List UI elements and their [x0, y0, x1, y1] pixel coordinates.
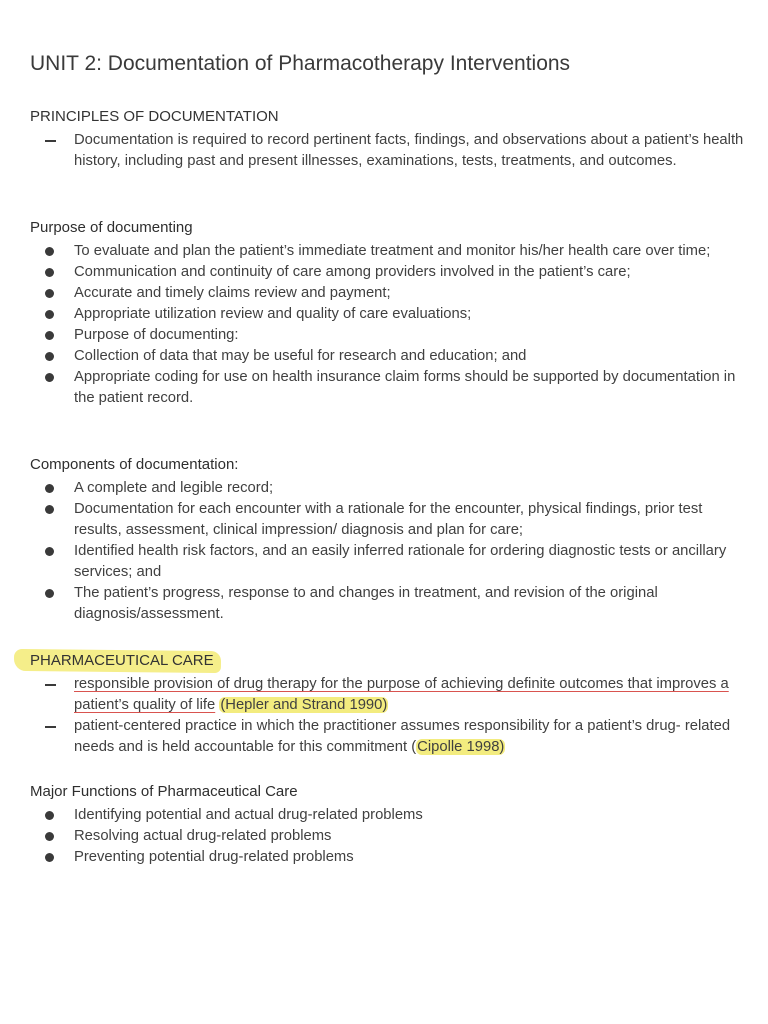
components-section — [30, 454, 745, 625]
bullet-icon — [30, 541, 74, 562]
list-item — [30, 262, 745, 283]
purpose-section — [30, 217, 745, 409]
page-title: UNIT 2: Documentation of Pharmacotherapy Interventions — [30, 52, 571, 75]
bullet-icon — [30, 499, 74, 520]
list-item — [30, 304, 745, 325]
list-item — [30, 805, 745, 826]
bullet-icon — [30, 304, 74, 325]
bullet-icon — [30, 367, 74, 388]
list-item-text: The patient’s progress, response to and changes in treatment, and revision of the original diagnosis/assessment. — [74, 585, 658, 622]
list-item — [30, 346, 745, 367]
list-item — [30, 325, 745, 346]
bullet-icon — [30, 262, 74, 283]
principles-section — [30, 106, 745, 172]
list-item — [30, 674, 745, 716]
bullet-icon — [30, 283, 74, 304]
bullet-icon — [30, 346, 74, 367]
pharm-care-heading: PHARMACEUTICAL CARE — [30, 650, 217, 671]
list-item — [30, 499, 745, 541]
bullet-icon — [30, 847, 74, 868]
list-item — [30, 241, 745, 262]
bullet-icon — [30, 241, 74, 262]
list-item-text: Appropriate coding for use on health insurance claim forms should be supported by documentation in the patient record. — [74, 369, 736, 406]
list-item-text: Communication and continuity of care among providers involved in the patient’s care; — [74, 264, 631, 280]
pharm-care-list — [30, 674, 745, 758]
list-item — [30, 847, 745, 868]
list-item-text: To evaluate and plan the patient’s immediate treatment and monitor his/her health care over time; — [74, 243, 711, 259]
definition-text: patient-centered practice in which the practitioner assumes responsibility for a patient’s drug- related needs and is held accountable for this commitment ( — [74, 718, 731, 755]
functions-heading: Major Functions of Pharmaceutical Care — [30, 783, 298, 800]
list-item-text: Appropriate utilization review and quality of care evaluations; — [74, 306, 472, 322]
list-item-text: Preventing potential drug-related problems — [74, 849, 354, 865]
list-item-text: Documentation is required to record pertinent facts, findings, and observations about a patient’s health history, including past and present illnesses, examinations, tests, treatments, and outcomes. — [74, 132, 744, 169]
principles-heading: PRINCIPLES OF DOCUMENTATION — [30, 108, 279, 125]
list-item — [30, 130, 745, 172]
pharm-care-section — [30, 650, 745, 758]
bullet-icon — [30, 478, 74, 499]
list-item — [30, 826, 745, 847]
list-item-text: Purpose of documenting: — [74, 327, 239, 343]
list-item — [30, 283, 745, 304]
bullet-icon — [30, 805, 74, 826]
list-item-text: Collection of data that may be useful for research and education; and — [74, 348, 527, 364]
components-heading: Components of documentation: — [30, 456, 239, 473]
bullet-icon — [30, 826, 74, 847]
citation-highlight: (Hepler and Strand 1990) — [220, 697, 388, 713]
dash-icon — [30, 716, 74, 737]
list-item-text: Identified health risk factors, and an easily inferred rationale for ordering diagnostic tests or ancillary services; and — [74, 543, 727, 580]
definition-text: responsible provision of drug therapy for the purpose of achieving definite outcomes that improves a patient’s quality of life — [74, 676, 729, 713]
purpose-list — [30, 241, 745, 409]
list-item — [30, 583, 745, 625]
list-item-text: Accurate and timely claims review and payment; — [74, 285, 391, 301]
list-item — [30, 541, 745, 583]
principles-list — [30, 130, 745, 172]
purpose-heading: Purpose of documenting — [30, 219, 193, 236]
dash-icon — [30, 130, 74, 151]
dash-icon — [30, 674, 74, 695]
components-list — [30, 478, 745, 625]
bullet-icon — [30, 583, 74, 604]
list-item-text: Documentation for each encounter with a rationale for the encounter, physical findings, prior test results, assessment, clinical impression/ diagnosis and plan for care; — [74, 501, 703, 538]
functions-section — [30, 781, 745, 868]
citation-highlight: Cipolle 1998) — [417, 739, 505, 755]
functions-list — [30, 805, 745, 868]
list-item — [30, 367, 745, 409]
bullet-icon — [30, 325, 74, 346]
pharm-care-heading-wrap — [30, 650, 745, 671]
list-item-text: A complete and legible record; — [74, 480, 274, 496]
list-item-text: Resolving actual drug-related problems — [74, 828, 332, 844]
list-item — [30, 716, 745, 758]
list-item — [30, 478, 745, 499]
list-item-text: Identifying potential and actual drug-related problems — [74, 807, 423, 823]
